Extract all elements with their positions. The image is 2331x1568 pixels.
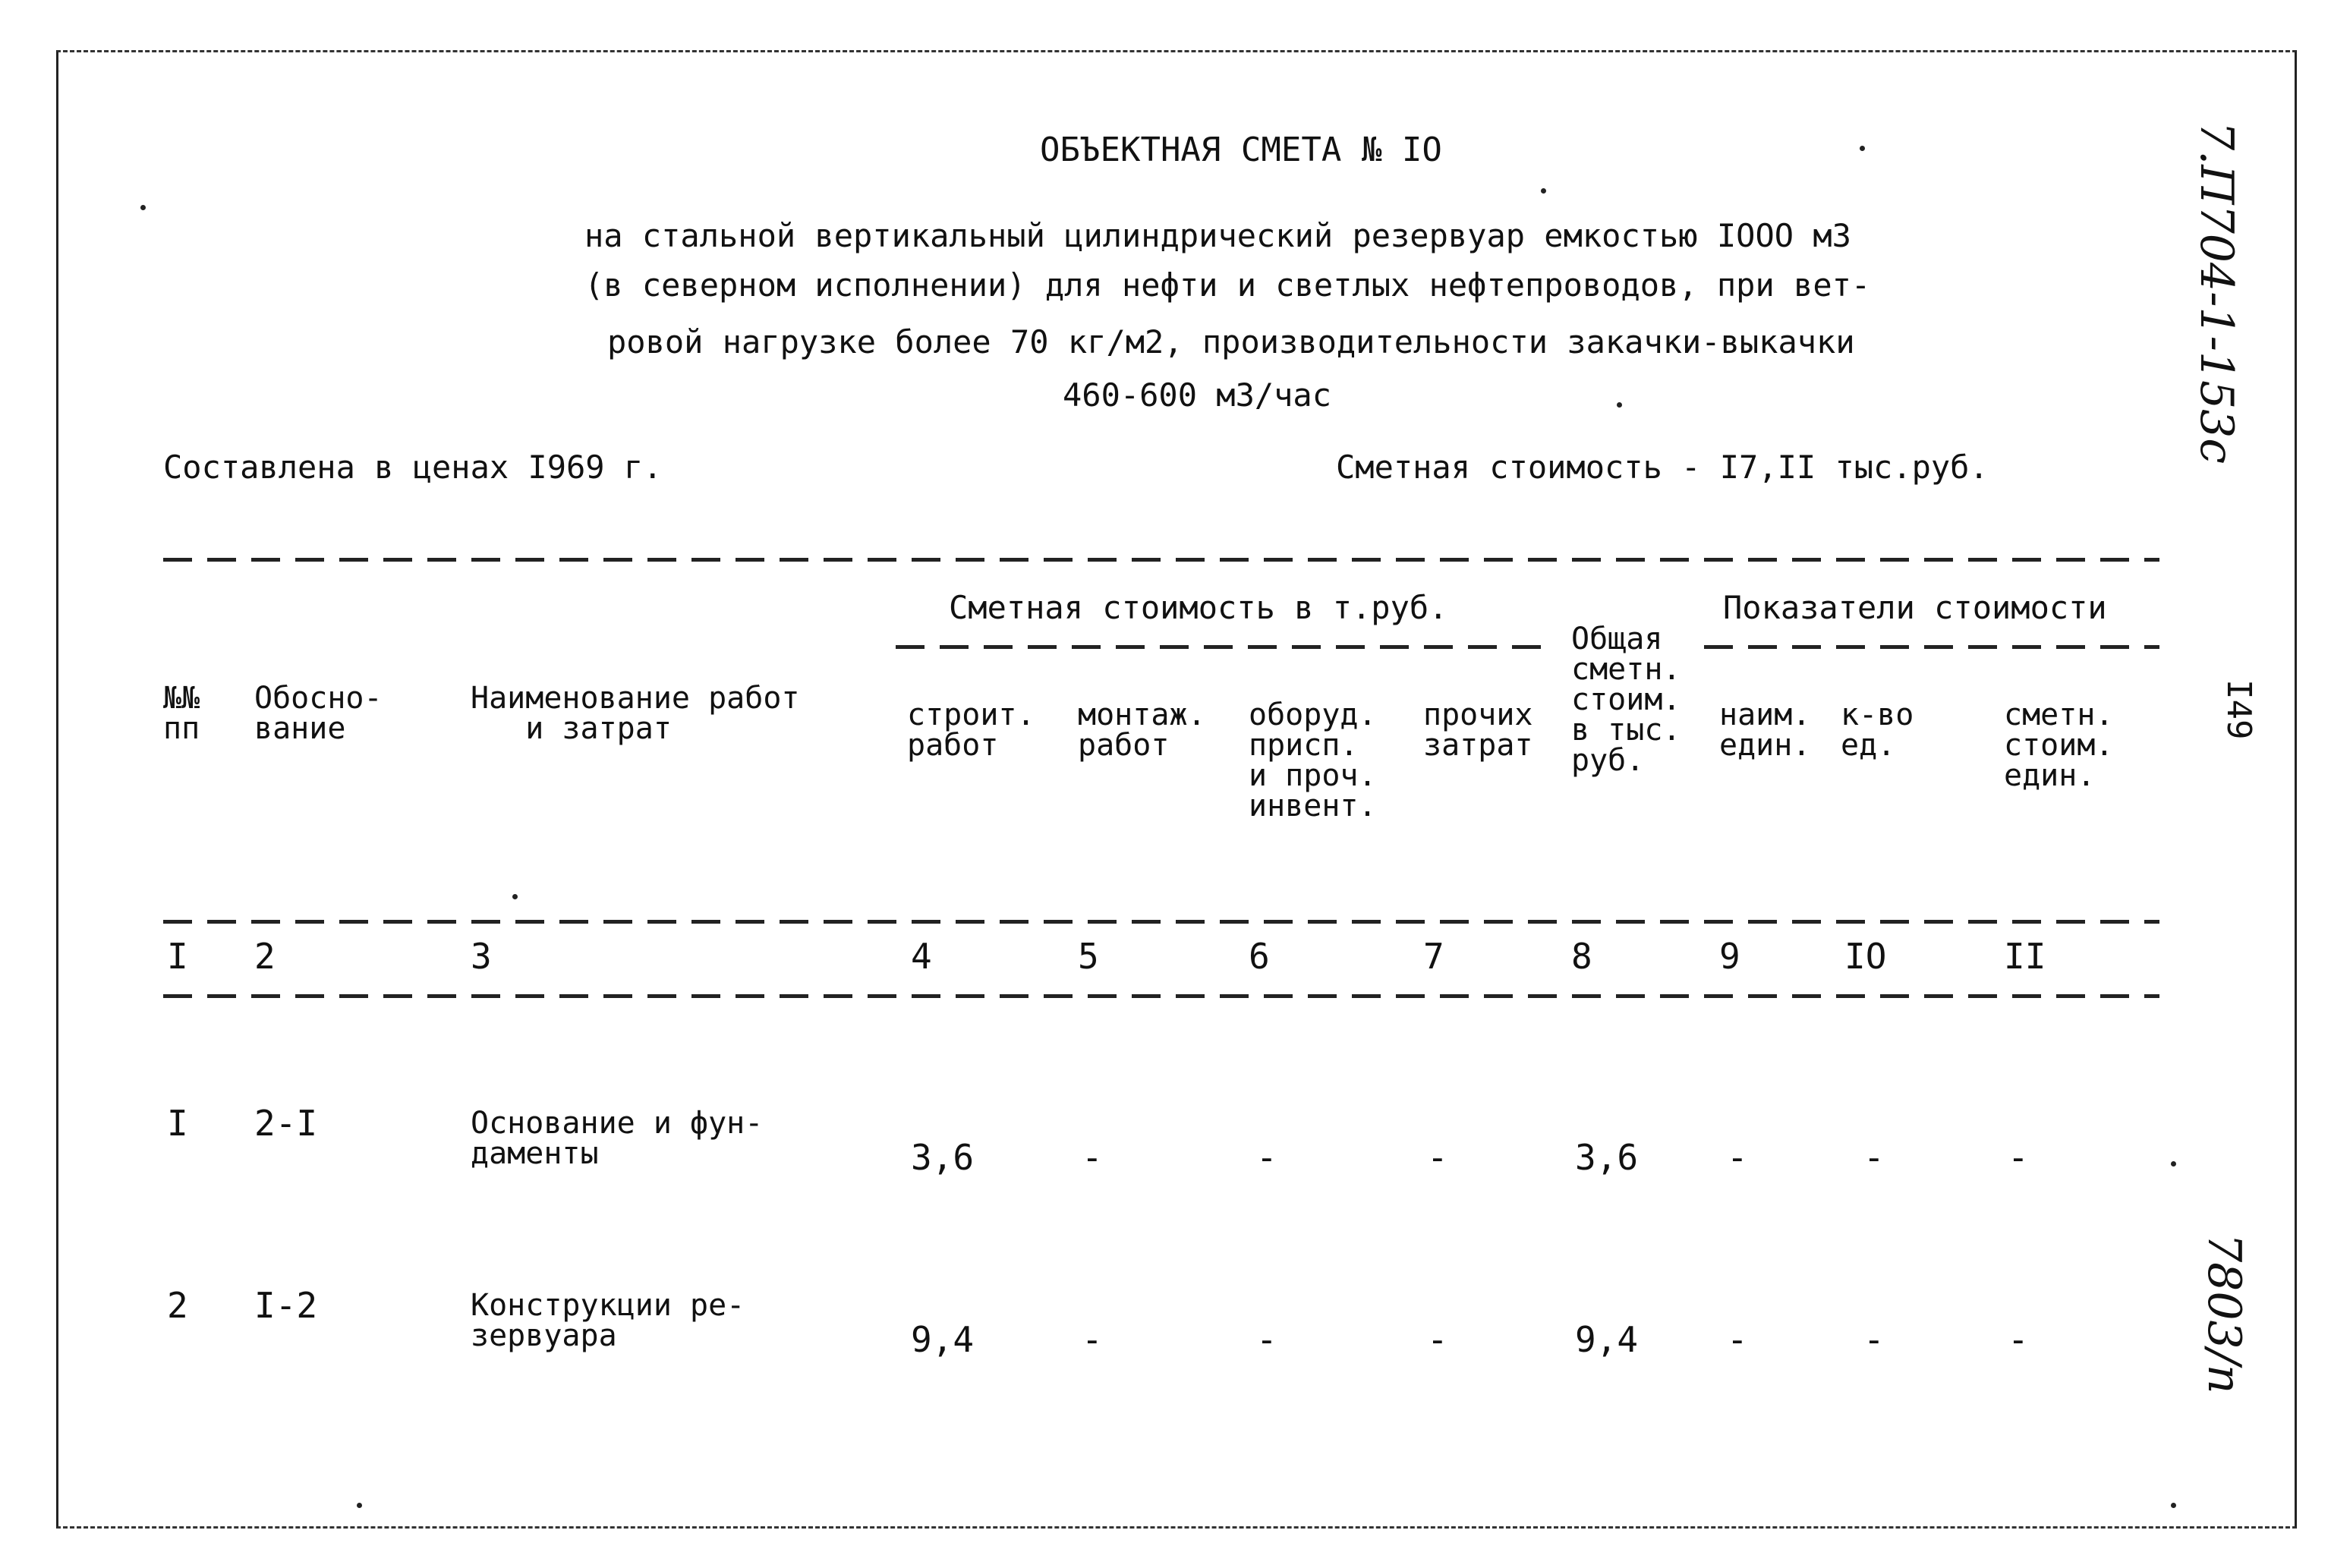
estimated-cost-note: Сметная стоимость - I7,II тыс.руб. bbox=[1336, 449, 1989, 486]
row-build: 9,4 bbox=[911, 1319, 975, 1360]
row-unit-cost: - bbox=[2008, 1319, 2029, 1360]
scan-speck bbox=[2171, 1503, 2176, 1508]
row-unit-count: - bbox=[1863, 1319, 1885, 1360]
subtitle-line-4: 460-600 м3/час bbox=[1063, 376, 1332, 414]
header-bottom-rule bbox=[163, 920, 2159, 924]
row-num: I bbox=[167, 1103, 188, 1144]
col-header-total: Общая сметн. стоим. в тыс. руб. bbox=[1571, 622, 1681, 778]
document-title: ОБЪЕКТНАЯ СМЕТА № IO bbox=[1040, 131, 1442, 169]
col-number: 6 bbox=[1249, 936, 1270, 977]
row-basis: 2-I bbox=[254, 1103, 318, 1144]
col-header-other: прочих затрат bbox=[1423, 697, 1533, 763]
col-number: 3 bbox=[471, 936, 492, 977]
row-build: 3,6 bbox=[911, 1137, 975, 1178]
row-other: - bbox=[1427, 1319, 1448, 1360]
col-header-name: Наименование работ и затрат bbox=[471, 681, 800, 746]
col-number: 7 bbox=[1423, 936, 1444, 977]
subtitle-line-2: (в северном исполнении) для нефти и светлых нефтепроводов, при вет- bbox=[584, 266, 1871, 304]
row-basis: I-2 bbox=[254, 1285, 318, 1326]
indicators-group-rule bbox=[1704, 645, 2159, 649]
prices-note: Составлена в ценах I969 г. bbox=[163, 449, 663, 486]
row-other: - bbox=[1427, 1137, 1448, 1178]
col-header-build: строит. работ bbox=[907, 697, 1035, 763]
col-header-unit-cost: сметн. стоим. един. bbox=[2004, 697, 2114, 793]
row-name: Конструкции ре- зервуара bbox=[471, 1288, 745, 1353]
row-total: 3,6 bbox=[1575, 1137, 1639, 1178]
col-number: 5 bbox=[1078, 936, 1099, 977]
row-equip: - bbox=[1256, 1137, 1277, 1178]
scan-speck bbox=[140, 205, 146, 210]
table-top-rule bbox=[163, 558, 2159, 562]
indicators-group-header: Показатели стоимости bbox=[1723, 589, 2107, 626]
col-header-equip: оборуд. присп. и проч. инвент. bbox=[1249, 697, 1377, 823]
col-header-unit-count: к-во ед. bbox=[1841, 697, 1914, 763]
col-header-mount: монтаж. работ bbox=[1078, 697, 1206, 763]
scan-speck bbox=[1860, 146, 1865, 151]
numbers-bottom-rule bbox=[163, 994, 2159, 998]
row-num: 2 bbox=[167, 1285, 188, 1326]
scan-speck bbox=[1541, 188, 1546, 194]
scan-speck bbox=[2171, 1161, 2176, 1167]
row-mount: - bbox=[1082, 1137, 1103, 1178]
row-name: Основание и фун- даменты bbox=[471, 1106, 764, 1171]
row-unit-count: - bbox=[1863, 1137, 1885, 1178]
col-number: 9 bbox=[1719, 936, 1740, 977]
document-code-note: 7.П704-1-153с bbox=[2190, 121, 2243, 464]
row-total: 9,4 bbox=[1575, 1319, 1639, 1360]
col-number: 4 bbox=[911, 936, 932, 977]
row-unit-cost: - bbox=[2008, 1137, 2029, 1178]
col-number: 8 bbox=[1571, 936, 1592, 977]
col-number: IO bbox=[1844, 936, 1887, 977]
scan-speck bbox=[512, 894, 518, 899]
col-number: I bbox=[167, 936, 188, 977]
col-header-basis: Обосно- вание bbox=[254, 681, 383, 746]
row-equip: - bbox=[1256, 1319, 1277, 1360]
col-number: 2 bbox=[254, 936, 276, 977]
scan-speck bbox=[357, 1503, 362, 1508]
subtitle-line-3: ровой нагрузке более 70 кг/м2, производительности закачки-выкачки bbox=[607, 323, 1855, 361]
cost-group-header: Сметная стоимость в т.руб. bbox=[949, 589, 1448, 626]
col-number: II bbox=[2004, 936, 2046, 977]
col-header-unit-name: наим. един. bbox=[1719, 697, 1811, 763]
row-mount: - bbox=[1082, 1319, 1103, 1360]
page-number: I49 bbox=[2219, 679, 2258, 740]
cost-group-rule bbox=[896, 645, 1541, 649]
handwritten-code-note: 7803/п bbox=[2197, 1233, 2251, 1394]
subtitle-line-1: на стальной вертикальный цилиндрический резервуар емкостью IOOO м3 bbox=[584, 217, 1851, 254]
row-unit-name: - bbox=[1727, 1137, 1748, 1178]
scan-speck bbox=[1617, 402, 1622, 408]
col-header-num: №№ пп bbox=[163, 681, 200, 746]
row-unit-name: - bbox=[1727, 1319, 1748, 1360]
